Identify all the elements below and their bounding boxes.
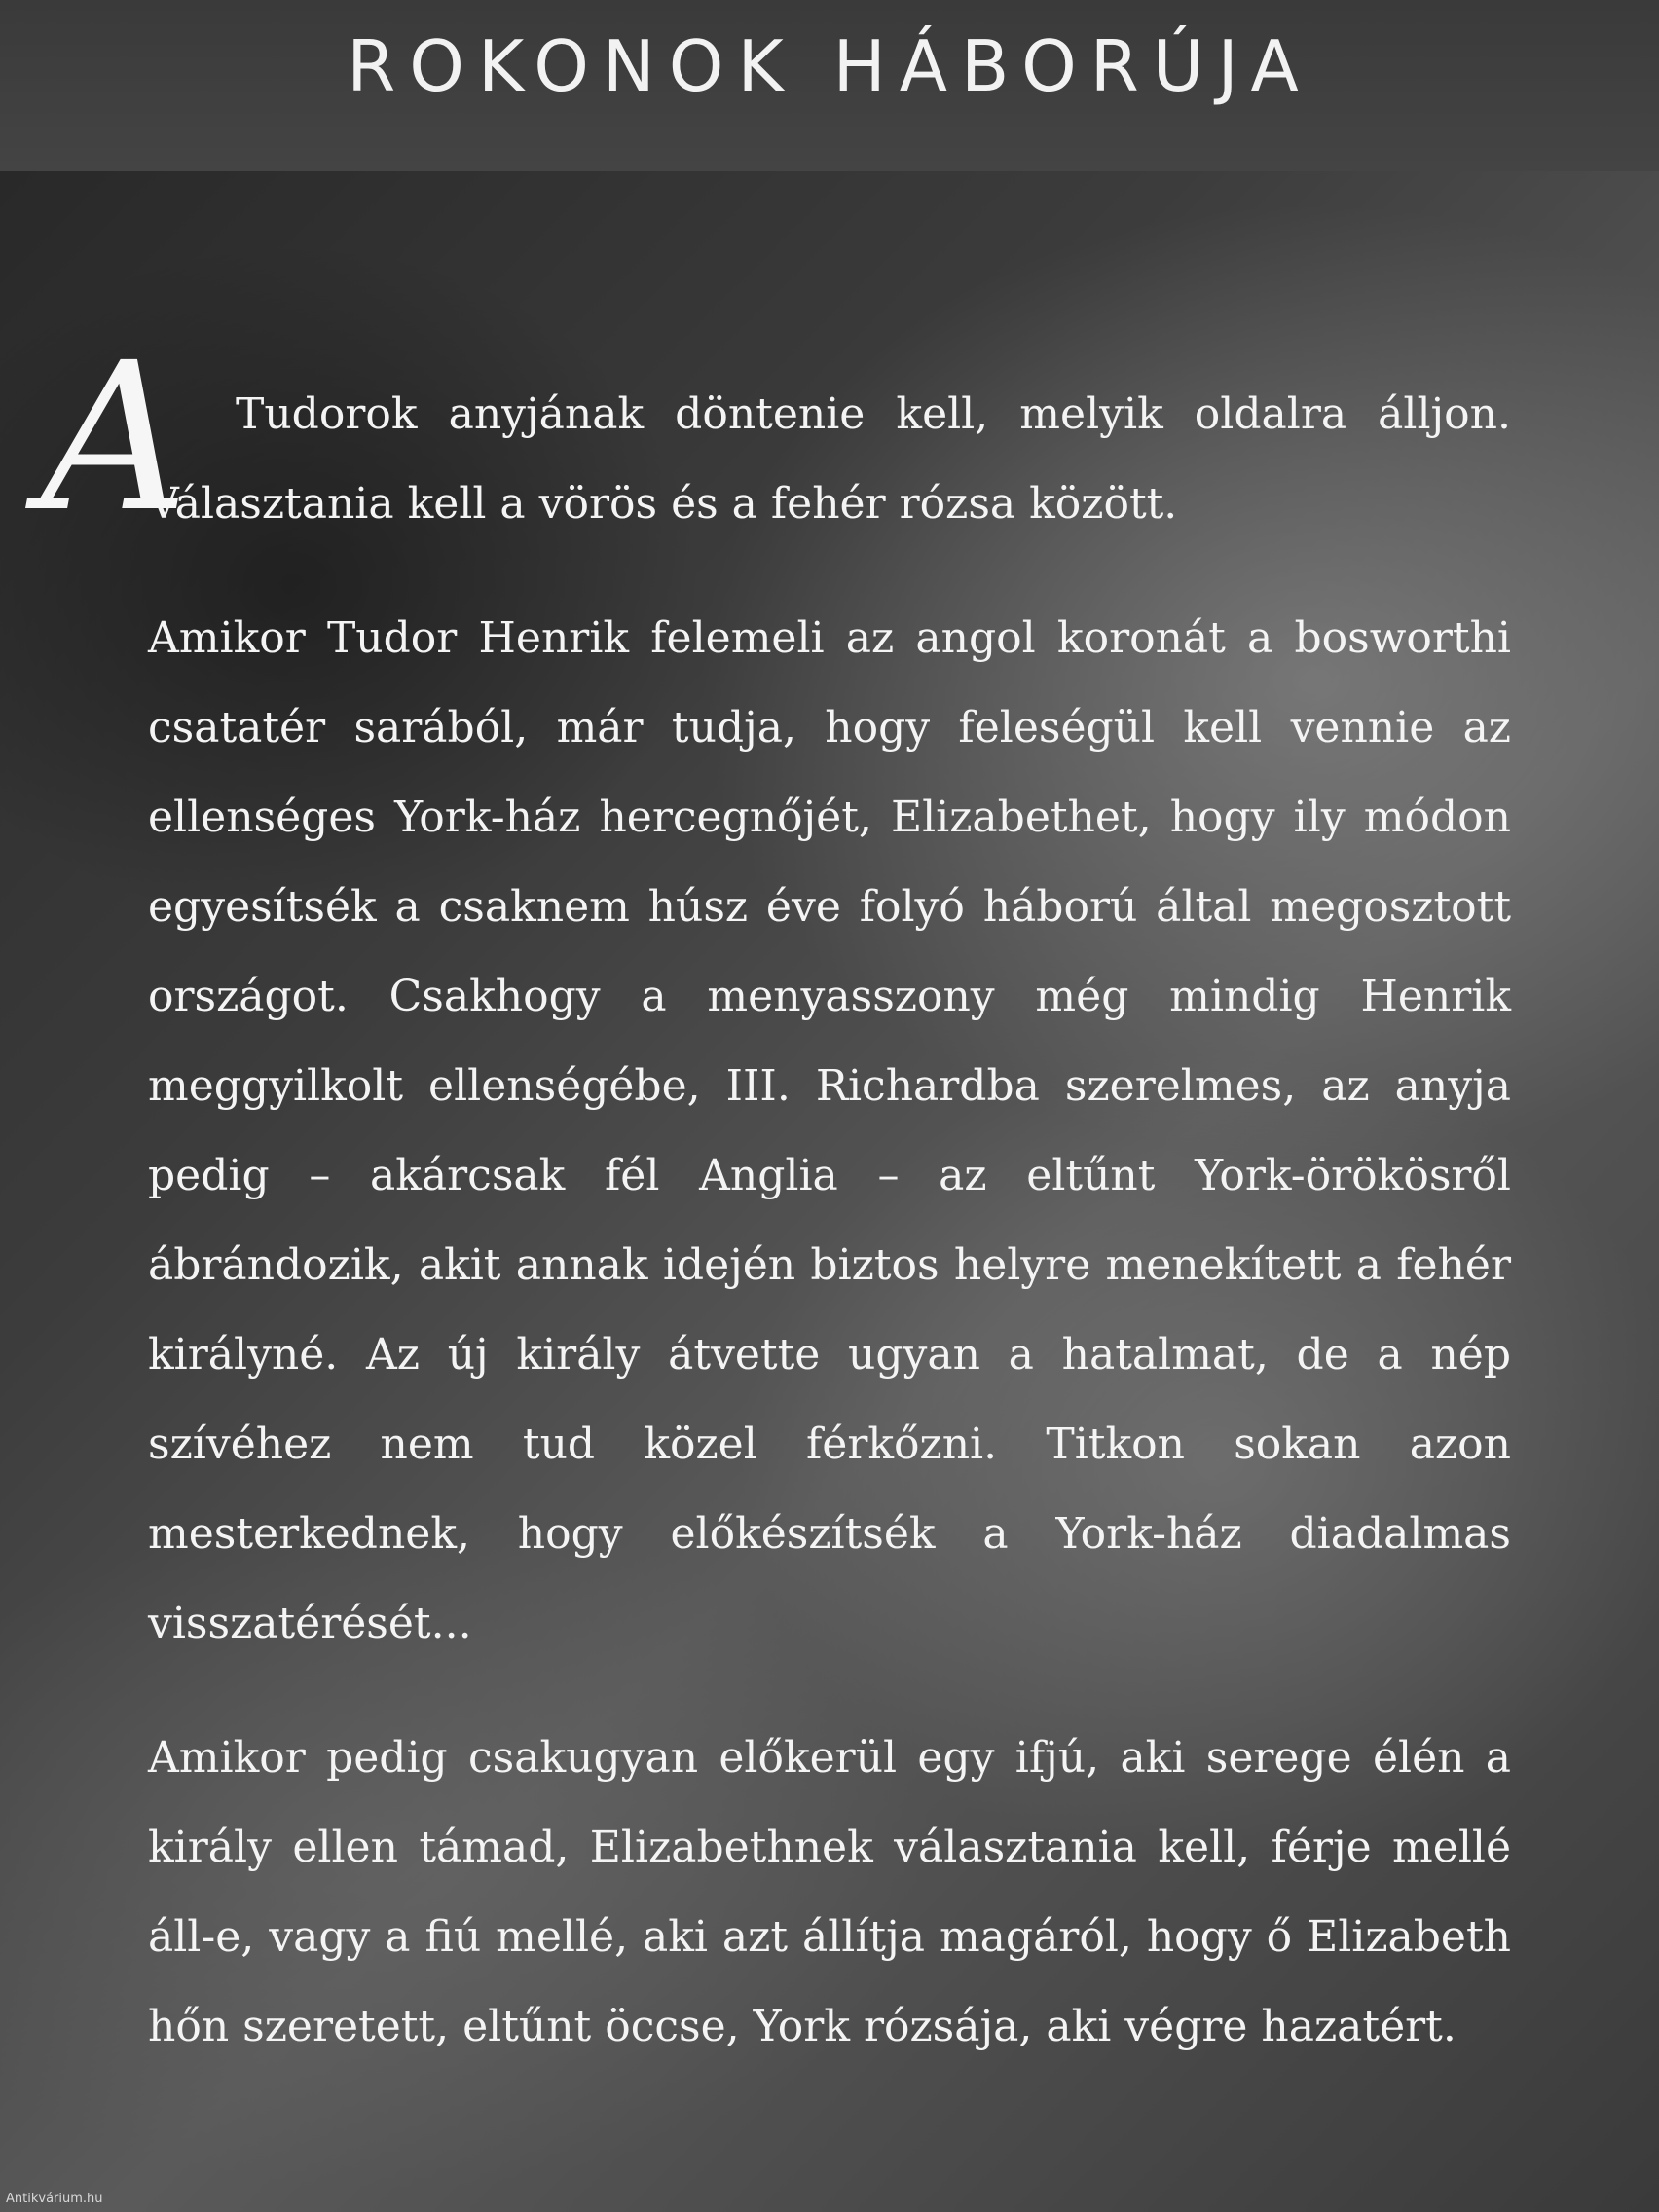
blurb-paragraph-2: Amikor Tudor Henrik felemeli az angol koronát a bosworthi csatatér sarából, már tudja, hogy feleségül kell vennie az ellenséges York-ház hercegnőjét, Elizabethet, hogy ily módon egyesítsék a csaknem húsz éve folyó háború által megosztott országot. Csakhogy a menyasszony még mindig Henrik meggyilkolt ellenségébe, III. Richardba szerelmes, az anyja pedig – akárcsak fél Anglia – az eltűnt York-örökösről ábrándozik, akit annak idején biztos helyre menekített a fehér királyné. Az új király átvette ugyan a hatalmat, de a nép szívéhez nem tud közel férkőzni. Titkon sokan azon mesterkednek, hogy előkészítsék a York-ház diadalmas visszatérését... <box>148 613 1511 1648</box>
blurb-paragraph-3: Amikor pedig csakugyan előkerül egy ifjú, aki serege élén a király ellen támad, Elizabethnek választania kell, férje mellé áll-e, vagy a fiú mellé, aki azt állítja magáról, hogy ő Elizabeth hőn szeretett, eltűnt öccse, York rózsája, aki végre hazatért. <box>148 1733 1511 2051</box>
header-band <box>0 0 1659 171</box>
blurb-paragraph-1 <box>41 318 1511 557</box>
book-title: ROKONOK HÁBORÚJA <box>347 25 1312 107</box>
drop-cap: A <box>41 318 189 557</box>
blurb-text <box>41 318 1511 2117</box>
paragraph-1-text: Tudorok anyjának döntenie kell, melyik oldalra álljon. Választania kell a vörös és a fehér rózsa között. <box>148 389 1511 529</box>
watermark-text: Antikvárium.hu <box>6 2192 103 2206</box>
